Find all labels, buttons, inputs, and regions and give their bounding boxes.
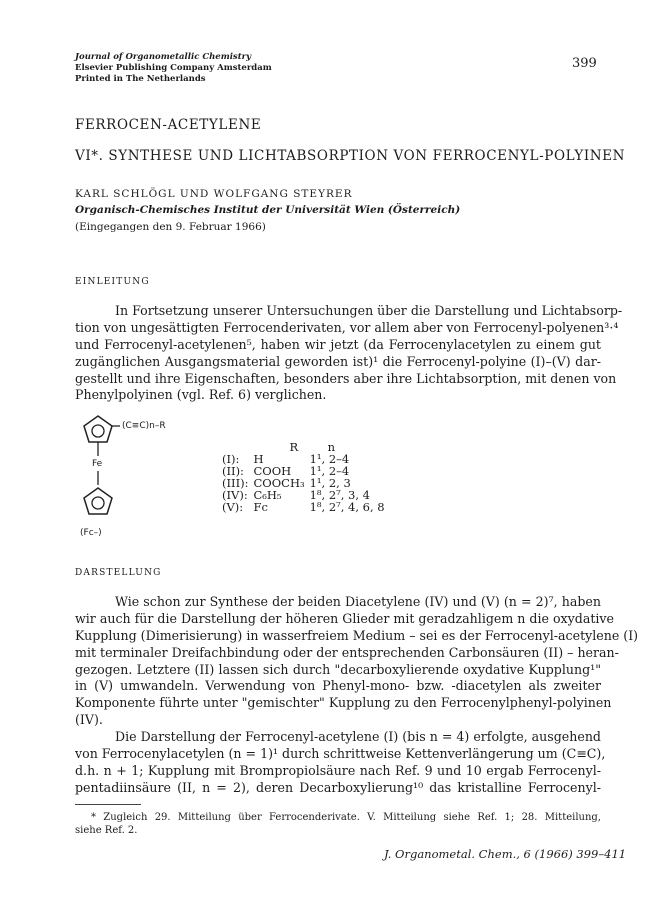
text-line: Wie schon zur Synthese der beiden Diacetylene (IV) und (V) (n = 2)⁷, haben — [115, 594, 601, 609]
footnote — [75, 811, 601, 837]
text-line: zugänglichen Ausgangsmaterial geworden ist)¹ die Ferrocenyl-polyine (I)–(V) dar- — [75, 353, 601, 369]
ferrocene-structure-diagram — [70, 408, 210, 538]
substituent-r: COOCH₃ — [253, 476, 305, 490]
text-line: und Ferrocenyl-acetylenen⁵, haben wir jetzt (da Ferrocenylacetylen zu einem gut — [75, 336, 601, 352]
text-line: pentadiinsäure (II, n = 2), deren Decarboxylierung¹⁰ das kristalline Ferrocenyl- — [75, 779, 601, 795]
section-heading-preparation: DARSTELLUNG — [75, 568, 162, 578]
text-line: (IV). — [75, 712, 103, 728]
bottom-cp-ring — [84, 488, 112, 514]
footnote-line: siehe Ref. 2. — [75, 825, 138, 836]
text-line: von Ferrocenylacetylen (n = 1)¹ durch schrittweise Kettenverlängerung um (C≡C), — [75, 745, 606, 761]
table-header-row — [222, 441, 390, 453]
table-row — [222, 501, 390, 513]
substituent-table — [222, 441, 390, 513]
publisher-line: Elsevier Publishing Company Amsterdam — [75, 63, 272, 73]
journal-citation-footer: J. Organometal. Chem., 6 (1966) 399–411 — [384, 847, 627, 861]
text-line: Phenylpolyinen (vgl. Ref. 6) verglichen. — [75, 387, 327, 403]
substituent-table-wrap — [222, 441, 390, 513]
compound-id: (V): — [222, 500, 244, 514]
author-line: KARL SCHLÖGL UND WOLFGANG STEYRER — [75, 188, 353, 200]
footnote-divider — [75, 804, 141, 805]
table-row — [222, 453, 390, 465]
compound-id: (IV): — [222, 488, 248, 502]
fc-abbreviation-label: (Fc–) — [80, 528, 102, 538]
text-line: gestellt und ihre Eigenschaften, besonders aber ihre Lichtabsorption, mit denen von — [75, 370, 617, 386]
text-line: In Fortsetzung unserer Untersuchungen über die Darstellung und Lichtabsorp- — [115, 303, 623, 318]
text-line: Kupplung (Dimerisierung) in wasserfreiem Medium – sei es der Ferrocenyl-acetylene (I) — [75, 627, 639, 643]
column-header-n: n — [327, 440, 335, 454]
text-line: in (V) umwandeln. Verwendung von Phenyl-mono- bzw. -diacetylen als zweiter — [75, 678, 601, 694]
substituent-r: Fc — [253, 500, 268, 514]
substituent-r: H — [253, 452, 264, 466]
chain-length-n: 1¹, 2–4 — [309, 464, 350, 478]
article-title: FERROCEN-ACETYLENE — [75, 117, 262, 133]
page-number: 399 — [572, 56, 597, 71]
journal-name: Journal of Organometallic Chemistry — [75, 52, 252, 62]
compound-id: (III): — [222, 476, 249, 490]
column-header-r: R — [289, 440, 299, 454]
text-line: wir auch für die Darstellung der höheren Glieder mit geradzahligem n die oxydative — [75, 610, 614, 626]
chain-length-n: 1⁸, 2⁷, 3, 4 — [309, 488, 370, 502]
text-line: tion von ungesättigten Ferrocenderivaten, vor allem aber von Ferrocenyl-polyenen³·⁴ — [75, 319, 619, 335]
compound-id: (I): — [222, 452, 240, 466]
compound-id: (II): — [222, 464, 244, 478]
intro-paragraph — [75, 303, 623, 404]
preparation-paragraph-1 — [75, 594, 639, 729]
top-cp-aromatic-circle — [92, 425, 104, 437]
chain-formula-label: (C≡C)n–R — [122, 421, 166, 431]
section-heading-intro: EINLEITUNG — [75, 277, 150, 287]
received-date: (Eingegangen den 9. Februar 1966) — [75, 221, 266, 233]
article-subtitle: VI*. SYNTHESE UND LICHTABSORPTION VON FERROCENYL-POLYINEN — [75, 148, 626, 164]
chain-length-n: 1¹, 2–4 — [309, 452, 350, 466]
text-line: gezogen. Letztere (II) lassen sich durch "decarboxylierende oxydative Kupplung¹" — [75, 661, 601, 677]
substituent-r: C₆H₅ — [253, 488, 282, 502]
footnote-line: * Zugleich 29. Mitteilung über Ferrocenderivate. V. Mitteilung siehe Ref. 1; 28. Mitteilung, — [91, 812, 601, 823]
substituent-r: COOH — [253, 464, 292, 478]
chain-length-n: 1¹, 2, 3 — [309, 476, 351, 490]
bottom-cp-aromatic-circle — [92, 497, 104, 509]
text-line: mit terminaler Dreifachbindung oder der entsprechenden Carbonsäuren (II) – heran- — [75, 644, 619, 660]
preparation-paragraph-2 — [75, 729, 606, 797]
text-line: Die Darstellung der Ferrocenyl-acetylene (I) (bis n = 4) erfolgte, ausgehend — [115, 729, 601, 744]
text-line: Komponente führte unter "gemischter" Kupplung zu den Ferrocenylphenyl-polyinen — [75, 695, 612, 711]
printed-line: Printed in The Netherlands — [75, 74, 206, 84]
top-cp-ring — [84, 416, 112, 442]
text-line: d.h. n + 1; Kupplung mit Brompropiolsäure nach Ref. 9 und 10 ergab Ferrocenyl- — [75, 762, 601, 778]
iron-label: Fe — [92, 459, 103, 469]
chain-length-n: 1⁸, 2⁷, 4, 6, 8 — [309, 500, 385, 514]
institute-line: Organisch-Chemisches Institut der Universität Wien (Österreich) — [75, 204, 461, 216]
